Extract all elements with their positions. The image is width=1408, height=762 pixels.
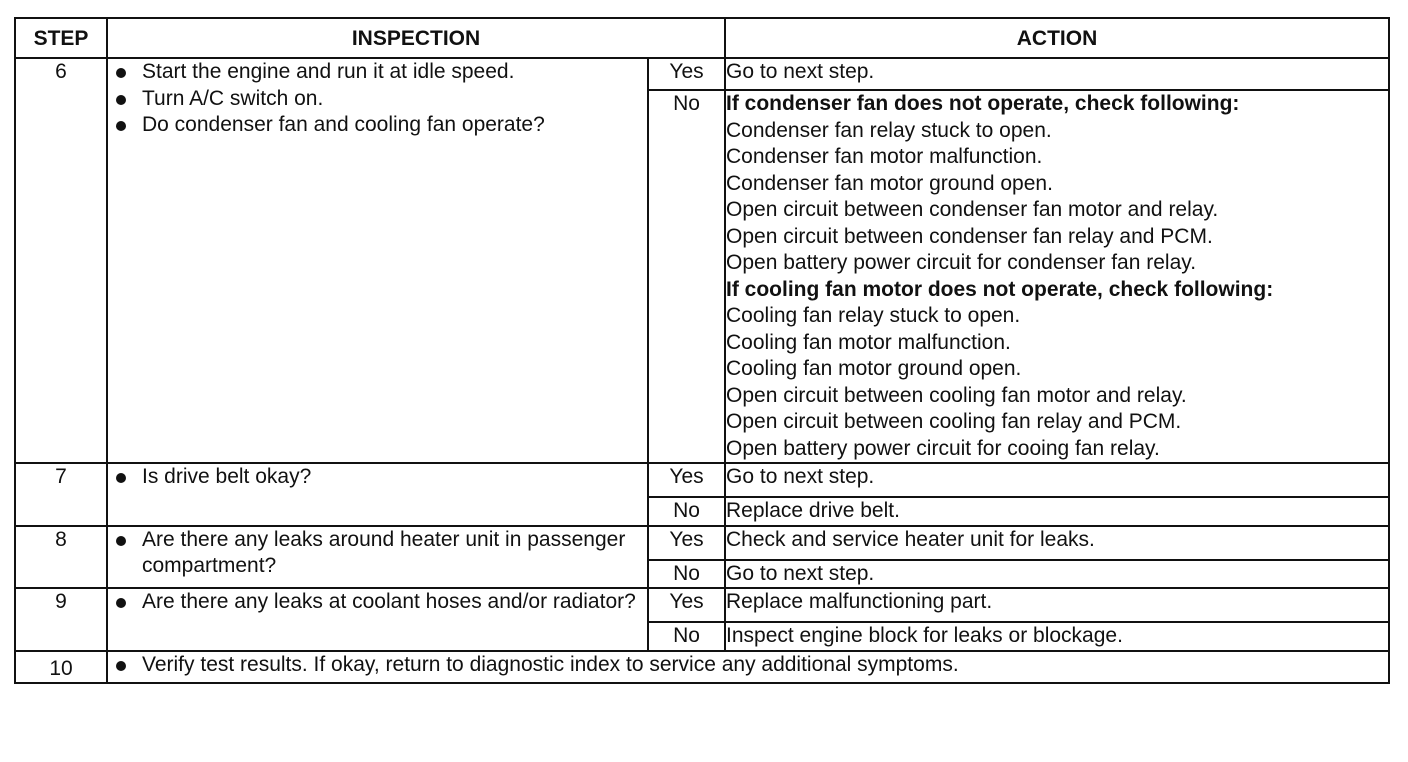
inspection-list (108, 589, 647, 616)
inspection-text: Verify test results. If okay, return to diagnostic index to service any additional symptoms. (142, 652, 959, 676)
inspection-cell (107, 58, 648, 463)
table-row (15, 588, 1389, 622)
inspection-item (108, 589, 647, 616)
no-action (725, 90, 1389, 463)
inspection-item (108, 86, 647, 113)
inspection-text: Are there any leaks around heater unit in passenger compartment? (142, 527, 626, 577)
table-row (15, 58, 1389, 90)
no-label: No (648, 560, 725, 589)
action-line: Replace drive belt. (726, 499, 900, 522)
table-row (15, 526, 1389, 560)
inspection-cell (107, 526, 648, 589)
yes-label: Yes (648, 463, 725, 497)
action-line: Cooling fan motor ground open. (726, 357, 1022, 380)
inspection-list (108, 464, 647, 491)
inspection-item (108, 527, 647, 580)
action-line: Cooling fan relay stuck to open. (726, 304, 1021, 327)
step-number: 8 (15, 526, 107, 589)
no-action (725, 622, 1389, 651)
final-inspection-cell (107, 651, 1389, 684)
inspection-cell (107, 588, 648, 651)
yes-action: Replace malfunctioning part. (725, 588, 1389, 622)
no-label: No (648, 497, 725, 526)
inspection-text: Start the engine and run it at idle speed. (142, 60, 515, 83)
action-line: Condenser fan relay stuck to open. (726, 118, 1052, 142)
inspection-item (108, 59, 647, 86)
table-row-final (15, 651, 1389, 684)
action-line: Condenser fan motor ground open. (726, 171, 1053, 195)
diagnostic-table (14, 17, 1390, 684)
yes-action: Go to next step. (725, 58, 1389, 90)
action-line: Inspect engine block for leaks or blockage. (726, 624, 1123, 647)
inspection-text: Do condenser fan and cooling fan operate? (142, 113, 545, 136)
action-line: Open circuit between condenser fan relay and PCM. (726, 224, 1213, 248)
yes-label: Yes (648, 588, 725, 622)
action-line: Open circuit between cooling fan motor and relay. (726, 383, 1187, 407)
inspection-list (108, 652, 1388, 679)
inspection-item (108, 652, 1388, 679)
step-number: 10 (15, 651, 107, 684)
table-body (15, 58, 1389, 683)
no-action (725, 560, 1389, 589)
inspection-item (108, 464, 647, 491)
no-label: No (648, 622, 725, 651)
bullet-icon (116, 661, 126, 671)
no-label: No (648, 90, 725, 463)
action-line: Open battery power circuit for condenser fan relay. (726, 251, 1197, 274)
bullet-icon (116, 95, 126, 105)
inspection-text: Is drive belt okay? (142, 465, 312, 488)
step-number: 9 (15, 588, 107, 651)
action-line: Open circuit between cooling fan relay and PCM. (726, 410, 1182, 433)
inspection-list (108, 59, 647, 139)
step-number: 7 (15, 463, 107, 526)
table-row (15, 463, 1389, 497)
inspection-item (108, 112, 647, 139)
bullet-icon (116, 121, 126, 131)
action-line: Open battery power circuit for cooing fan relay. (726, 436, 1160, 460)
action-line: Go to next step. (726, 561, 875, 585)
bullet-icon (116, 68, 126, 78)
action-line: Open circuit between condenser fan motor and relay. (726, 198, 1219, 221)
bullet-icon (116, 598, 126, 608)
action-heading: If condenser fan does not operate, check following: (726, 92, 1240, 115)
yes-action: Go to next step. (725, 463, 1389, 497)
inspection-cell (107, 463, 648, 526)
no-action (725, 497, 1389, 526)
header-inspection: INSPECTION (107, 18, 725, 58)
step-number: 6 (15, 58, 107, 463)
action-line: Condenser fan motor malfunction. (726, 145, 1043, 168)
table-header-row (15, 18, 1389, 58)
bullet-icon (116, 473, 126, 483)
header-action: ACTION (725, 18, 1389, 58)
yes-label: Yes (648, 526, 725, 560)
action-heading: If cooling fan motor does not operate, check following: (726, 277, 1274, 301)
action-line: Cooling fan motor malfunction. (726, 330, 1011, 354)
bullet-icon (116, 536, 126, 546)
yes-action: Check and service heater unit for leaks. (725, 526, 1389, 560)
inspection-text: Are there any leaks at coolant hoses and/or radiator? (142, 590, 636, 613)
yes-label: Yes (648, 58, 725, 90)
inspection-list (108, 527, 647, 580)
header-step: STEP (15, 18, 107, 58)
diagnostic-table-container (14, 17, 1390, 684)
inspection-text: Turn A/C switch on. (142, 86, 324, 110)
